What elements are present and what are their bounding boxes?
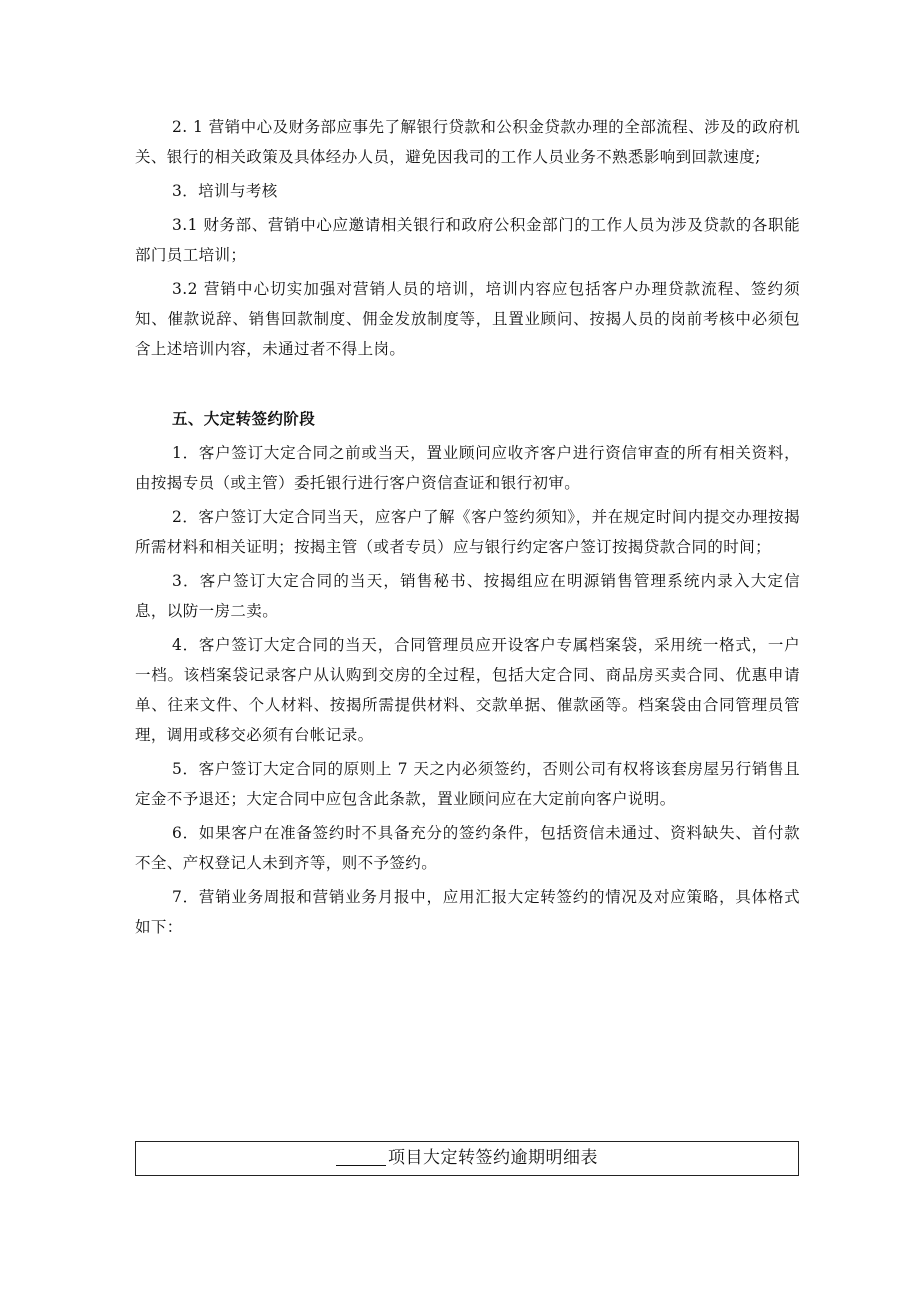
section-5-item-3: 3．客户签订大定合同的当天，销售秘书、按揭组应在明源销售管理系统内录入大定信息，以防一房二卖。 [135, 572, 800, 620]
section-5-item-1: 1．客户签订大定合同之前或当天，置业顾问应收齐客户进行资信审查的所有相关资料，由按揭专员（或主管）委托银行进行客户资信查证和银行初审。 [135, 444, 800, 492]
project-name-blank [336, 1145, 386, 1166]
section-5-item-5: 5．客户签订大定合同的原则上 7 天之内必须签约，否则公司有权将该套房屋另行销售且定金不予退还；大定合同中应包含此条款，置业顾问应在大定前向客户说明。 [135, 760, 800, 808]
table-title-box [135, 1141, 799, 1176]
table-title: 项目大定转签约逾期明细表 [388, 1148, 598, 1168]
section-5-item-6: 6．如果客户在准备签约时不具备充分的签约条件，包括资信未通过、资料缺失、首付款不全、产权登记人未到齐等，则不予签约。 [135, 824, 800, 872]
document-body [135, 112, 800, 942]
paragraph-3-2: 3.2 营销中心切实加强对营销人员的培训，培训内容应包括客户办理贷款流程、签约须知、催款说辞、销售回款制度、佣金发放制度等，且置业顾问、按揭人员的岗前考核中必须包含上述培训内容，未通过者不得上岗。 [135, 280, 800, 358]
section-5-item-4: 4．客户签订大定合同的当天，合同管理员应开设客户专属档案袋，采用统一格式，一户一档。该档案袋记录客户从认购到交房的全过程，包括大定合同、商品房买卖合同、优惠申请单、往来文件、个人材料、按揭所需提供材料、交款单据、催款函等。档案袋由合同管理员管理，调用或移交必须有台帐记录。 [135, 636, 800, 744]
section-5-item-7: 7．营销业务周报和营销业务月报中，应用汇报大定转签约的情况及对应策略，具体格式如下： [135, 888, 800, 936]
section-5-item-2: 2．客户签订大定合同当天，应客户了解《客户签约须知》，并在规定时间内提交办理按揭所需材料和相关证明；按揭主管（或者专员）应与银行约定客户签订按揭贷款合同的时间； [135, 508, 800, 556]
section-5-heading: 五、大定转签约阶段 [172, 409, 316, 428]
paragraph-3-1: 3.1 财务部、营销中心应邀请相关银行和政府公积金部门的工作人员为涉及贷款的各职能部门员工培训； [135, 216, 800, 264]
paragraph-2-1: 2. 1 营销中心及财务部应事先了解银行贷款和公积金贷款办理的全部流程、涉及的政府机关、银行的相关政策及具体经办人员，避免因我司的工作人员业务不熟悉影响到回款速度; [135, 118, 800, 166]
item-3-title: 3．培训与考核 [172, 182, 278, 200]
